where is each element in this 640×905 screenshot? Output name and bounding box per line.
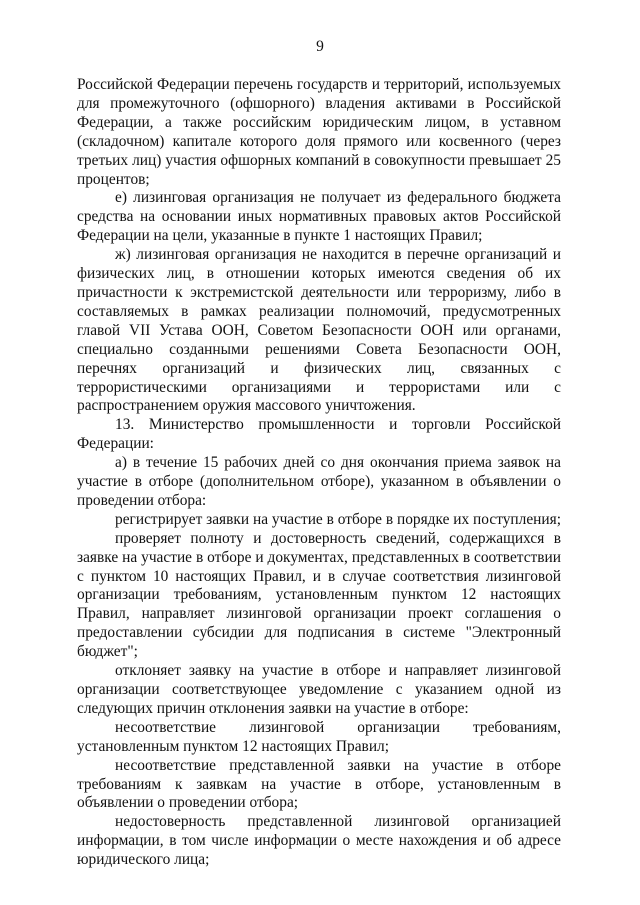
paragraph-item-a: а) в течение 15 рабочих дней со дня окончания приема заявок на участие в отборе (дополнительном отборе), указанном в объявлении о проведении отбора: (77, 454, 561, 509)
paragraph-reason-application: несоответствие представленной заявки на участие в отборе требованиям к заявкам на участие в отборе, установленным в объявлении о проведении отбора; (77, 756, 561, 812)
paragraph-reason-unreliable: недостоверность представленной лизинговой организацией информации, в том числе информации о месте нахождения и об адресе юридического лица; (77, 813, 561, 869)
paragraph-section-13: 13. Министерство промышленности и торговли Российской Федерации: (77, 416, 561, 453)
paragraph-rejects: отклоняет заявку на участие в отборе и направляет лизинговой организации соответствующее уведомление с указанием одной из следующих причин отклонения заявки на участие в отборе: (77, 662, 561, 717)
paragraph-checks: проверяет полноту и достоверность сведений, содержащихся в заявке на участие в отборе и документах, представленных в соответствии с пунктом 10 настоящих Правил, и в случае соответствия лизинговой организации требованиям, установленным пунктом 12 настоящих Правил, направляет лизинговой организации проект соглашения о предоставлении субсидии для подписания в системе "Электронный бюджет"; (77, 529, 561, 661)
paragraph-item-zh: ж) лизинговая организация не находится в перечне организаций и физических лиц, в отношении которых имеются сведения об их причастности к экстремистской деятельности или терроризму, либо в составляемых в рамках реализации полномочий, предусмотренных главой VII Устава ООН, Советом Безопасности ООН или органами, специально созданными решениями Совета Безопасности ООН, перечнях организаций и физических лиц, связанных с террористическими организациями и террористами или с распространением оружия массового уничтожения. (77, 246, 561, 415)
paragraph-reason-requirements: несоответствие лизинговой организации требованиям, установленным пунктом 12 настоящих Правил; (77, 718, 561, 755)
paragraph-offshore-list: Российской Федерации перечень государств и территорий, используемых для промежуточного (офшорного) владения активами в Российской Федерации, а также российским юридическим лицом, в уставном (складочном) капитале которого доля прямого или косвенного (через третьих лиц) участия офшорных компаний в совокупности превышает 25 процентов; (77, 76, 561, 188)
document-body (77, 76, 561, 870)
paragraph-item-e: е) лизинговая организация не получает из федерального бюджета средства на основании иных нормативных правовых актов Российской Федерации на цели, указанные в пункте 1 настоящих Правил; (77, 189, 561, 245)
paragraph-registers: регистрирует заявки на участие в отборе в порядке их поступления; (115, 510, 561, 528)
page-number: 9 (316, 38, 324, 55)
